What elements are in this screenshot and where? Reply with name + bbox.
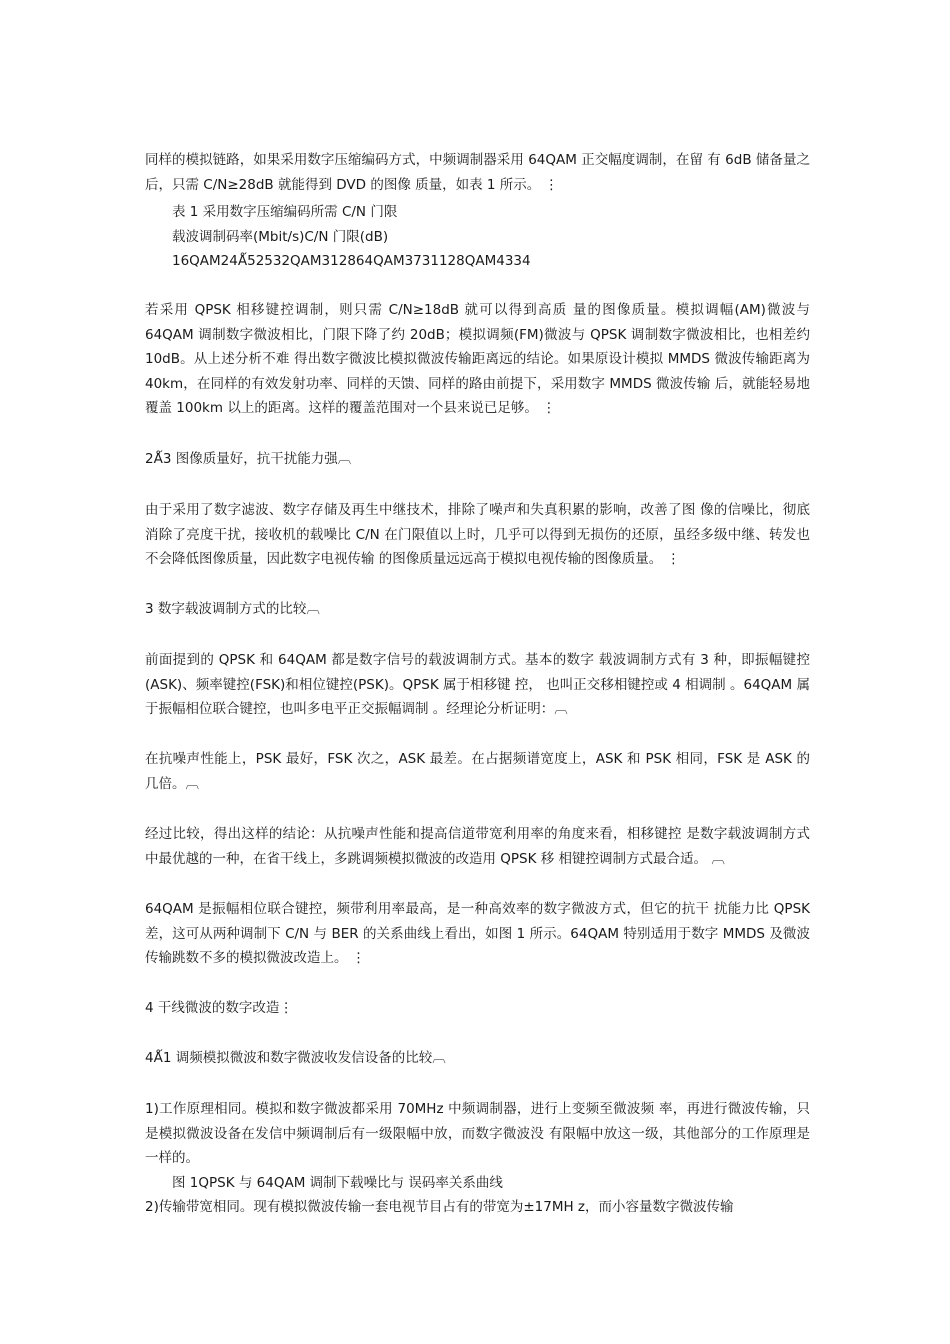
- section-heading-2-3: 2Ǻ3 图像质量好，抗干扰能力强︹: [145, 451, 352, 467]
- paragraph-modulation: 前面提到的 QPSK 和 64QAM 都是数字信号的载波调制方式。基本的数字 载波调制方式有 3 种，即振幅键控(ASK)、频率键控(FSK)和相位键控(PSK)。QPSK 属于相移键 控， 也叫正交移相键控或 4 相调制 。64QAM 属于振幅相位联合键控，也叫多电平正交振幅调制 。经理论分析证明：︹: [145, 652, 810, 717]
- section-heading-4-1: 4Ǻ1 调频模拟微波和数字微波收发信设备的比较︹: [145, 1050, 446, 1066]
- paragraph-noise-performance: 在抗噪声性能上，PSK 最好，FSK 次之，ASK 最差。在占据频谱宽度上，ASK 和 PSK 相同，FSK 是 ASK 的几倍。︹: [145, 751, 810, 792]
- paragraph-image-quality: 由于采用了数字滤波、数字存储及再生中继技术，排除了噪声和失真积累的影响，改善了图 像的信噪比，彻底消除了亮度干扰，接收机的载噪比 C/N 在门限值以上时，几乎可以得到无损伤的还原，虽经多级中继、转发也不会降低图像质量，因此数字电视传输 的图像质量远远高于模拟电视传输的图像质量。 ⋮: [145, 502, 810, 567]
- table-caption: 表 1 采用数字压缩编码所需 C/N 门限: [172, 204, 398, 220]
- table-header: 载波调制码率(Mbit/s)C/N 门限(dB): [172, 229, 389, 245]
- paragraph-cn-requirement: 同样的模拟链路，如果采用数字压缩编码方式，中频调制器采用 64QAM 正交幅度调制，在留 有 6dB 储备量之后，只需 C/N≥28dB 就能得到 DVD 的图像 质量，如表 1 所示。 ⋮: [145, 152, 810, 193]
- section-heading-4: 4 干线微波的数字改造⋮: [145, 1000, 293, 1016]
- paragraph-qpsk: 若采用 QPSK 相移键控调制，则只需 C/N≥18dB 就可以得到高质 量的图像质量。模拟调幅(AM)微波与 64QAM 调制数字微波相比，门限下降了约 20dB；模拟调频(FM)微波与 QPSK 调制数字微波相比，也相差约 10dB。从上述分析不难 得出数字微波比模拟微波传输距离远的结论。如果原设计模拟 MMDS 微波传输距离为 40km，在同样的有效发射功率、同样的天馈、同样的路由前提下，采用数字 MMDS 微波传输 后，就能轻易地覆盖 100km 以上的距离。这样的覆盖范围对一个县来说已足够。 ⋮: [145, 302, 810, 416]
- table-row: 16QAM24Ǻ52532QAM312864QAM3731128QAM4334: [172, 253, 531, 269]
- paragraph-bandwidth: 2)传输带宽相同。现有模拟微波传输一套电视节目占有的带宽为±17MH z，而小容量数字微波传输: [145, 1199, 734, 1215]
- paragraph-conclusion: 经过比较，得出这样的结论：从抗噪声性能和提高信道带宽利用率的角度来看，相移键控 是数字载波调制方式中最优越的一种，在省干线上，多跳调频模拟微波的改造用 QPSK 移 相键控调制方式最合适。 ︹: [145, 826, 810, 867]
- figure-caption: 图 1QPSK 与 64QAM 调制下载噪比与 误码率关系曲线: [172, 1175, 503, 1191]
- section-heading-3: 3 数字载波调制方式的比较︹: [145, 601, 320, 617]
- paragraph-64qam: 64QAM 是振幅相位联合键控，频带利用率最高，是一种高效率的数字微波方式，但它的抗干 扰能力比 QPSK 差，这可从两种调制下 C/N 与 BER 的关系曲线上看出，如图 1 所示。64QAM 特别适用于数字 MMDS 及微波传输跳数不多的模拟微波改造上。 ⋮: [145, 901, 810, 966]
- paragraph-working-principle: 1)工作原理相同。模拟和数字微波都采用 70MHz 中频调制器，进行上变频至微波频 率，再进行微波传输，只是模拟微波设备在发信中频调制后有一级限幅中放，而数字微波没 有限幅中放这一级，其他部分的工作原理是一样的。: [145, 1101, 810, 1166]
